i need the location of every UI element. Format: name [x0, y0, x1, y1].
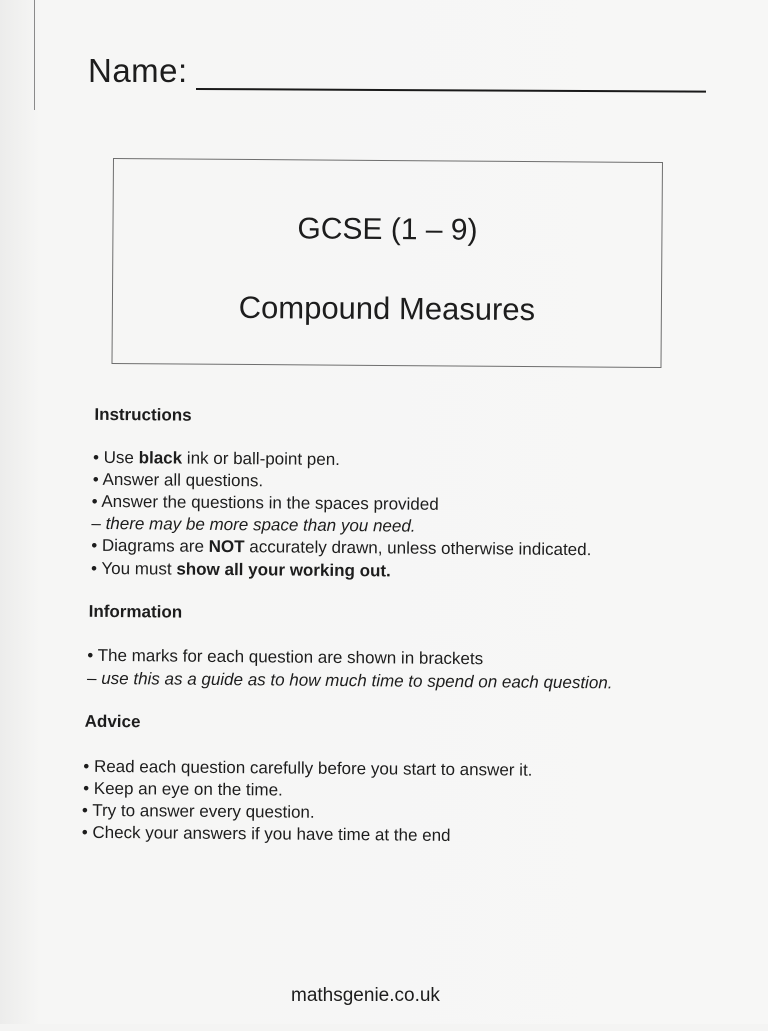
advice-item: • Read each question carefully before you start to answer it.: [83, 756, 533, 780]
information-item-note: – use this as a guide as to how much time to spend on each question.: [87, 668, 613, 693]
advice-item: • Try to answer every question.: [81, 800, 315, 822]
advice-item: • Keep an eye on the time.: [83, 778, 283, 800]
advice-item: • Check your answers if you have time at the end: [81, 822, 451, 845]
name-label: Name:: [88, 52, 188, 89]
topic-title: Compound Measures: [238, 289, 536, 328]
instruction-item: • Answer the questions in the spaces provided: [91, 491, 439, 514]
advice-heading: Advice: [84, 711, 141, 732]
information-item: • The marks for each question are shown in brackets: [87, 645, 484, 669]
instruction-item-note: – there may be more space than you need.: [91, 513, 416, 536]
instructions-heading: Instructions: [94, 404, 192, 425]
instruction-item: • Diagrams are NOT accurately drawn, unless otherwise indicated.: [91, 535, 592, 560]
footer-website: mathsgenie.co.uk: [291, 985, 440, 1006]
instruction-item: • Use black ink or ball-point pen.: [92, 447, 341, 469]
instruction-item: • Answer all questions.: [92, 469, 264, 491]
information-heading: Information: [88, 601, 183, 622]
exam-level-title: GCSE (1 – 9): [297, 212, 478, 247]
instruction-item: • You must show all your working out.: [90, 558, 391, 581]
